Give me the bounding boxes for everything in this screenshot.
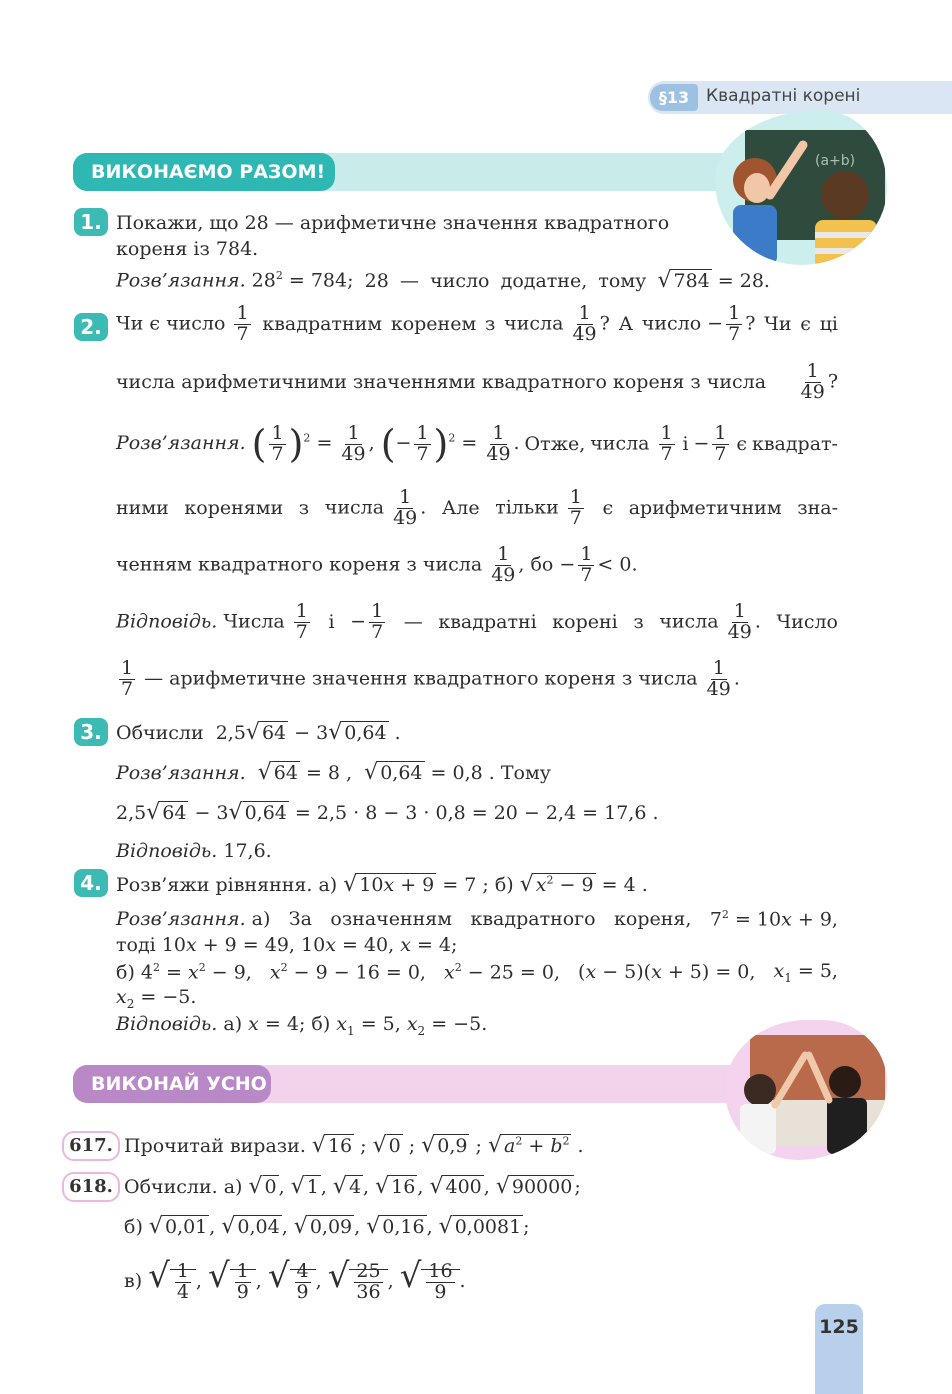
banner-oral bbox=[73, 1065, 763, 1103]
problem-number: 1. bbox=[74, 208, 108, 236]
problem-1-statement-cont: кореня із 784. bbox=[116, 238, 259, 260]
problem-4-solution-b: б) $4^2 = x^2 - 9$, $x^2 - 9 - 16 = 0$, $x^2 - 25 = 0$, (x − 5)(x + 5) = 0, $x_1 = 5$, bbox=[116, 960, 838, 985]
section-title: Квадратні корені bbox=[706, 86, 861, 106]
banner-together bbox=[73, 153, 783, 191]
page-number: 125 bbox=[815, 1304, 863, 1394]
problem-2-statement-cont: числа арифметичними значеннями квадратного кореня з числа $\frac{1}{49}$ ? bbox=[116, 360, 838, 403]
problem-2-answer-cont: $\frac{1}{7}$ — арифметичне значення квадратного кореня з числа $\frac{1}{49}$ . bbox=[121, 657, 740, 700]
exercise-618-b: б) √ 0,01 , √ 0,04 , √ 0,09 , √ 0,16 , √ 0,0081 ; bbox=[124, 1214, 530, 1239]
problem-2-solution: Розв’язання. ( $\frac{1}{7}$ )$^2$ = $\frac{1}{49}$ , (− $\frac{1}{7}$ )$^2$ = $\frac{1}{49}$ . Отже, числа $\frac{1}{7}$ і − $\frac{1}{7}$ є квадрат- bbox=[116, 421, 838, 466]
problem-2-solution-cont: ними коренями з числа $\frac{1}{49}$ . Але тільки $\frac{1}{7}$ є арифметичним зна- bbox=[116, 486, 838, 529]
problem-4-solution: Розв’язання. а) За означенням квадратного кореня, $7^2 = 10x + 9$, bbox=[116, 908, 838, 931]
problem-2-solution-cont2: ченням квадратного кореня з числа $\frac{1}{49}$ , бо − $\frac{1}{7}$ < 0. bbox=[116, 543, 638, 586]
problem-3-calculation: 2,5√ 64 − 3√ 0,64 = 2,5 · 8 − 3 · 0,8 = 20 − 2,4 = 17,6 . bbox=[116, 800, 659, 825]
problem-number: 3. bbox=[74, 718, 108, 746]
banner-together-label: ВИКОНАЄМО РАЗОМ! bbox=[91, 161, 326, 183]
problem-2-answer: Відповідь. Числа $\frac{1}{7}$ і − $\frac{1}{7}$ — квадратні корені з числа $\frac{1}{49}$ . Число bbox=[116, 600, 838, 643]
children-at-blackboard-photo bbox=[715, 110, 887, 265]
exercise-number: 617. bbox=[62, 1131, 120, 1161]
problem-3-statement: Обчисли 2,5√ 64 − 3√ 0,64 . bbox=[116, 720, 401, 745]
problem-number: 2. bbox=[74, 313, 108, 341]
problem-number: 4. bbox=[74, 869, 108, 897]
problem-4-statement: Розв’яжи рівняння. а) √ 10x + 9 = 7 ; б) √ $x^2 - 9 = 4$ . bbox=[116, 872, 648, 897]
svg-text:(a+b): (a+b) bbox=[815, 153, 856, 169]
problem-4-solution-b-cont: $x_2 = -5$. bbox=[116, 986, 197, 1011]
problem-1-solution: Розв’язання. $28^2 = 784$; 28 — число додатне, тому √ 784 = 28. bbox=[116, 268, 770, 293]
exercise-617-text: Прочитай вирази. √ 16 ; √ 0 ; √ 0,9 ; √ $a^2 + b^2$ . bbox=[124, 1133, 584, 1158]
problem-2-statement: Чи є число $\frac{1}{7}$ квадратним коренем з числа $\frac{1}{49}$ ? А число − $\frac{1}{7}$ ? Чи є ці bbox=[116, 302, 838, 345]
problem-3-solution: Розв’язання. √ 64 = 8 , √ 0,64 = 0,8 . Тому bbox=[116, 760, 551, 785]
section-badge: §13 bbox=[650, 84, 698, 111]
exercise-618-a: Обчисли. а) √ 0 , √ 1 , √ 4 , √ 16 , √ 400 , √ 90000 ; bbox=[124, 1174, 581, 1199]
problem-1-statement: Покажи, що 28 — арифметичне значення квадратного bbox=[116, 212, 670, 234]
problem-4-solution-a: тоді 10x + 9 = 49, 10x = 40, x = 4; bbox=[116, 934, 458, 956]
problem-3-answer: Відповідь. 17,6. bbox=[116, 840, 272, 862]
students-high-five-photo bbox=[725, 1020, 887, 1160]
exercise-618-c: в) √ $\frac{1}{4}$ , √ $\frac{1}{9}$ , √ $\frac{4}{9}$ , √ $\frac{25}{36}$ , √ $\frac{16}{9}$ . bbox=[124, 1256, 466, 1303]
exercise-number: 618. bbox=[62, 1172, 120, 1202]
problem-4-answer: Відповідь. а) x = 4; б) $x_1 = 5$, $x_2 = -5$. bbox=[116, 1013, 488, 1038]
banner-oral-label: ВИКОНАЙ УСНО bbox=[91, 1073, 267, 1095]
